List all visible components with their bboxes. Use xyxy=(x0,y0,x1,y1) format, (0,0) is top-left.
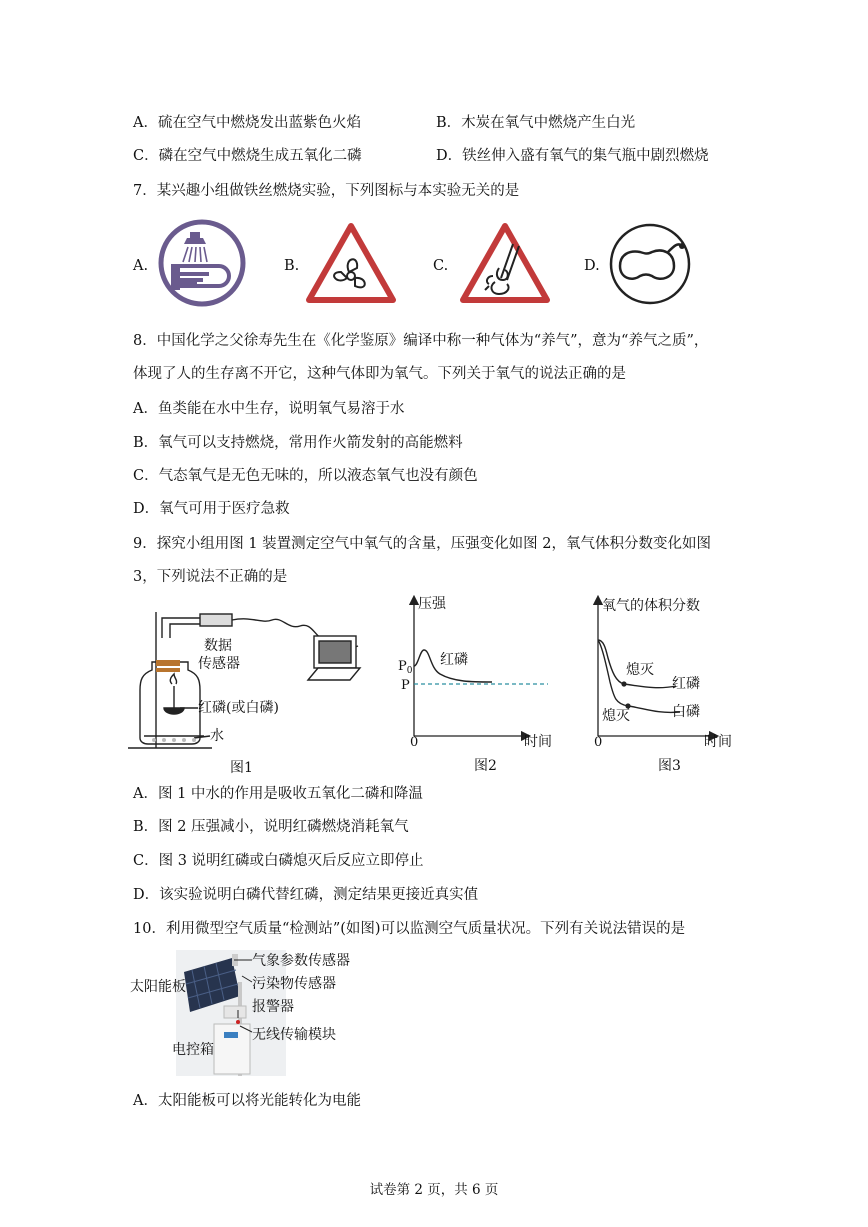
fig3-origin: 0 xyxy=(594,735,603,750)
fig2-caption: 图2 xyxy=(474,758,497,774)
fig2-xlabel: 时间 xyxy=(524,734,552,750)
hand-wash-icon xyxy=(157,218,247,308)
q8-option-b: B．氧气可以支持燃烧，常用作火箭发射的高能燃料 xyxy=(133,435,463,451)
q10-option-a: A．太阳能板可以将光能转化为电能 xyxy=(133,1093,361,1109)
fig1-sensor-label-2: 传感器 xyxy=(198,656,240,672)
q9-option-a: A．图 1 中水的作用是吸收五氧化二磷和降温 xyxy=(133,786,423,802)
q9-figure-2-pressure xyxy=(396,594,566,776)
hot-surface-warning-icon xyxy=(459,220,551,306)
q9-figure-1-apparatus xyxy=(128,600,388,776)
q9-option-d: D．该实验说明白磷代替红磷，测定结果更接近真实值 xyxy=(133,887,479,903)
q7-label-b: B. xyxy=(284,258,300,274)
fig1-phosphorus-label: 红磷(或白磷) xyxy=(198,700,279,716)
q10-label-solar: 太阳能板 xyxy=(130,979,186,995)
fan-warning-icon xyxy=(305,220,397,306)
q6-option-a: A．硫在空气中燃烧发出蓝紫色火焰 xyxy=(133,115,361,131)
q6-option-d: D．铁丝伸入盛有氧气的集气瓶中剧烈燃烧 xyxy=(436,148,709,164)
fig3-xlabel: 时间 xyxy=(704,734,732,750)
q7-stem: 7．某兴趣小组做铁丝燃烧实验，下列图标与本实验无关的是 xyxy=(133,183,520,199)
q10-label-wireless: 无线传输模块 xyxy=(252,1027,336,1043)
fig3-extinguish-label-1: 熄灭 xyxy=(626,662,654,678)
q7-label-a: A. xyxy=(133,258,149,274)
fig3-red-label: 红磷 xyxy=(672,676,700,692)
q9-stem-line2: 3，下列说法不正确的是 xyxy=(133,569,288,585)
q6-option-b: B．木炭在氧气中燃烧产生白光 xyxy=(436,115,636,131)
fig2-p0-label: $P_0$ xyxy=(398,659,413,676)
fig1-sensor-label-1: 数据 xyxy=(204,638,232,654)
goggles-icon xyxy=(608,222,692,306)
q8-option-a: A．鱼类能在水中生存，说明氧气易溶于水 xyxy=(133,401,405,417)
fig2-p-label: P xyxy=(401,678,410,693)
q10-label-pollutant: 污染物传感器 xyxy=(252,976,336,992)
q9-stem-line1: 9．探究小组用图 1 装置测定空气中氧气的含量，压强变化如图 2，氧气体积分数变化如图 xyxy=(133,536,711,552)
fig2-curve-label: 红磷 xyxy=(440,652,468,668)
q8-stem-line1: 8．中国化学之父徐寿先生在《化学鉴原》编译中称一种气体为“养气”，意为“养气之质”， xyxy=(133,333,709,349)
fig2-ylabel: 压强 xyxy=(418,596,446,612)
q10-label-control: 电控箱 xyxy=(172,1042,214,1058)
fig3-extinguish-label-2: 熄灭 xyxy=(602,708,630,724)
fig3-ylabel: 氧气的体积分数 xyxy=(602,598,700,614)
page-footer: 试卷第 2 页，共 6 页 xyxy=(369,1182,499,1198)
q9-figure-3-oxygen-fraction xyxy=(584,594,762,776)
fig1-water-label: 水 xyxy=(210,728,224,744)
q7-label-c: C. xyxy=(433,258,449,274)
q8-option-c: C．气态氧气是无色无味的，所以液态氧气也没有颜色 xyxy=(133,468,478,484)
q10-label-alarm: 报警器 xyxy=(252,999,294,1015)
q9-option-b: B．图 2 压强减小，说明红磷燃烧消耗氧气 xyxy=(133,819,409,835)
fig3-white-label: 白磷 xyxy=(672,704,700,720)
q10-label-meteo: 气象参数传感器 xyxy=(252,953,350,969)
q10-station-photo xyxy=(128,946,368,1082)
q7-label-d: D. xyxy=(584,258,600,274)
q8-stem-line2: 体现了人的生存离不开它，这种气体即为氧气。下列关于氧气的说法正确的是 xyxy=(133,366,626,382)
q10-stem: 10．利用微型空气质量“检测站”(如图)可以监测空气质量状况。下列有关说法错误的是 xyxy=(133,921,686,937)
fig1-caption: 图1 xyxy=(230,760,253,776)
q8-option-d: D．氧气可用于医疗急救 xyxy=(133,501,290,517)
q6-option-c: C．磷在空气中燃烧生成五氧化二磷 xyxy=(133,148,362,164)
fig3-caption: 图3 xyxy=(658,758,681,774)
fig2-origin: 0 xyxy=(410,735,419,750)
q9-option-c: C．图 3 说明红磷或白磷熄灭后反应立即停止 xyxy=(133,853,424,869)
